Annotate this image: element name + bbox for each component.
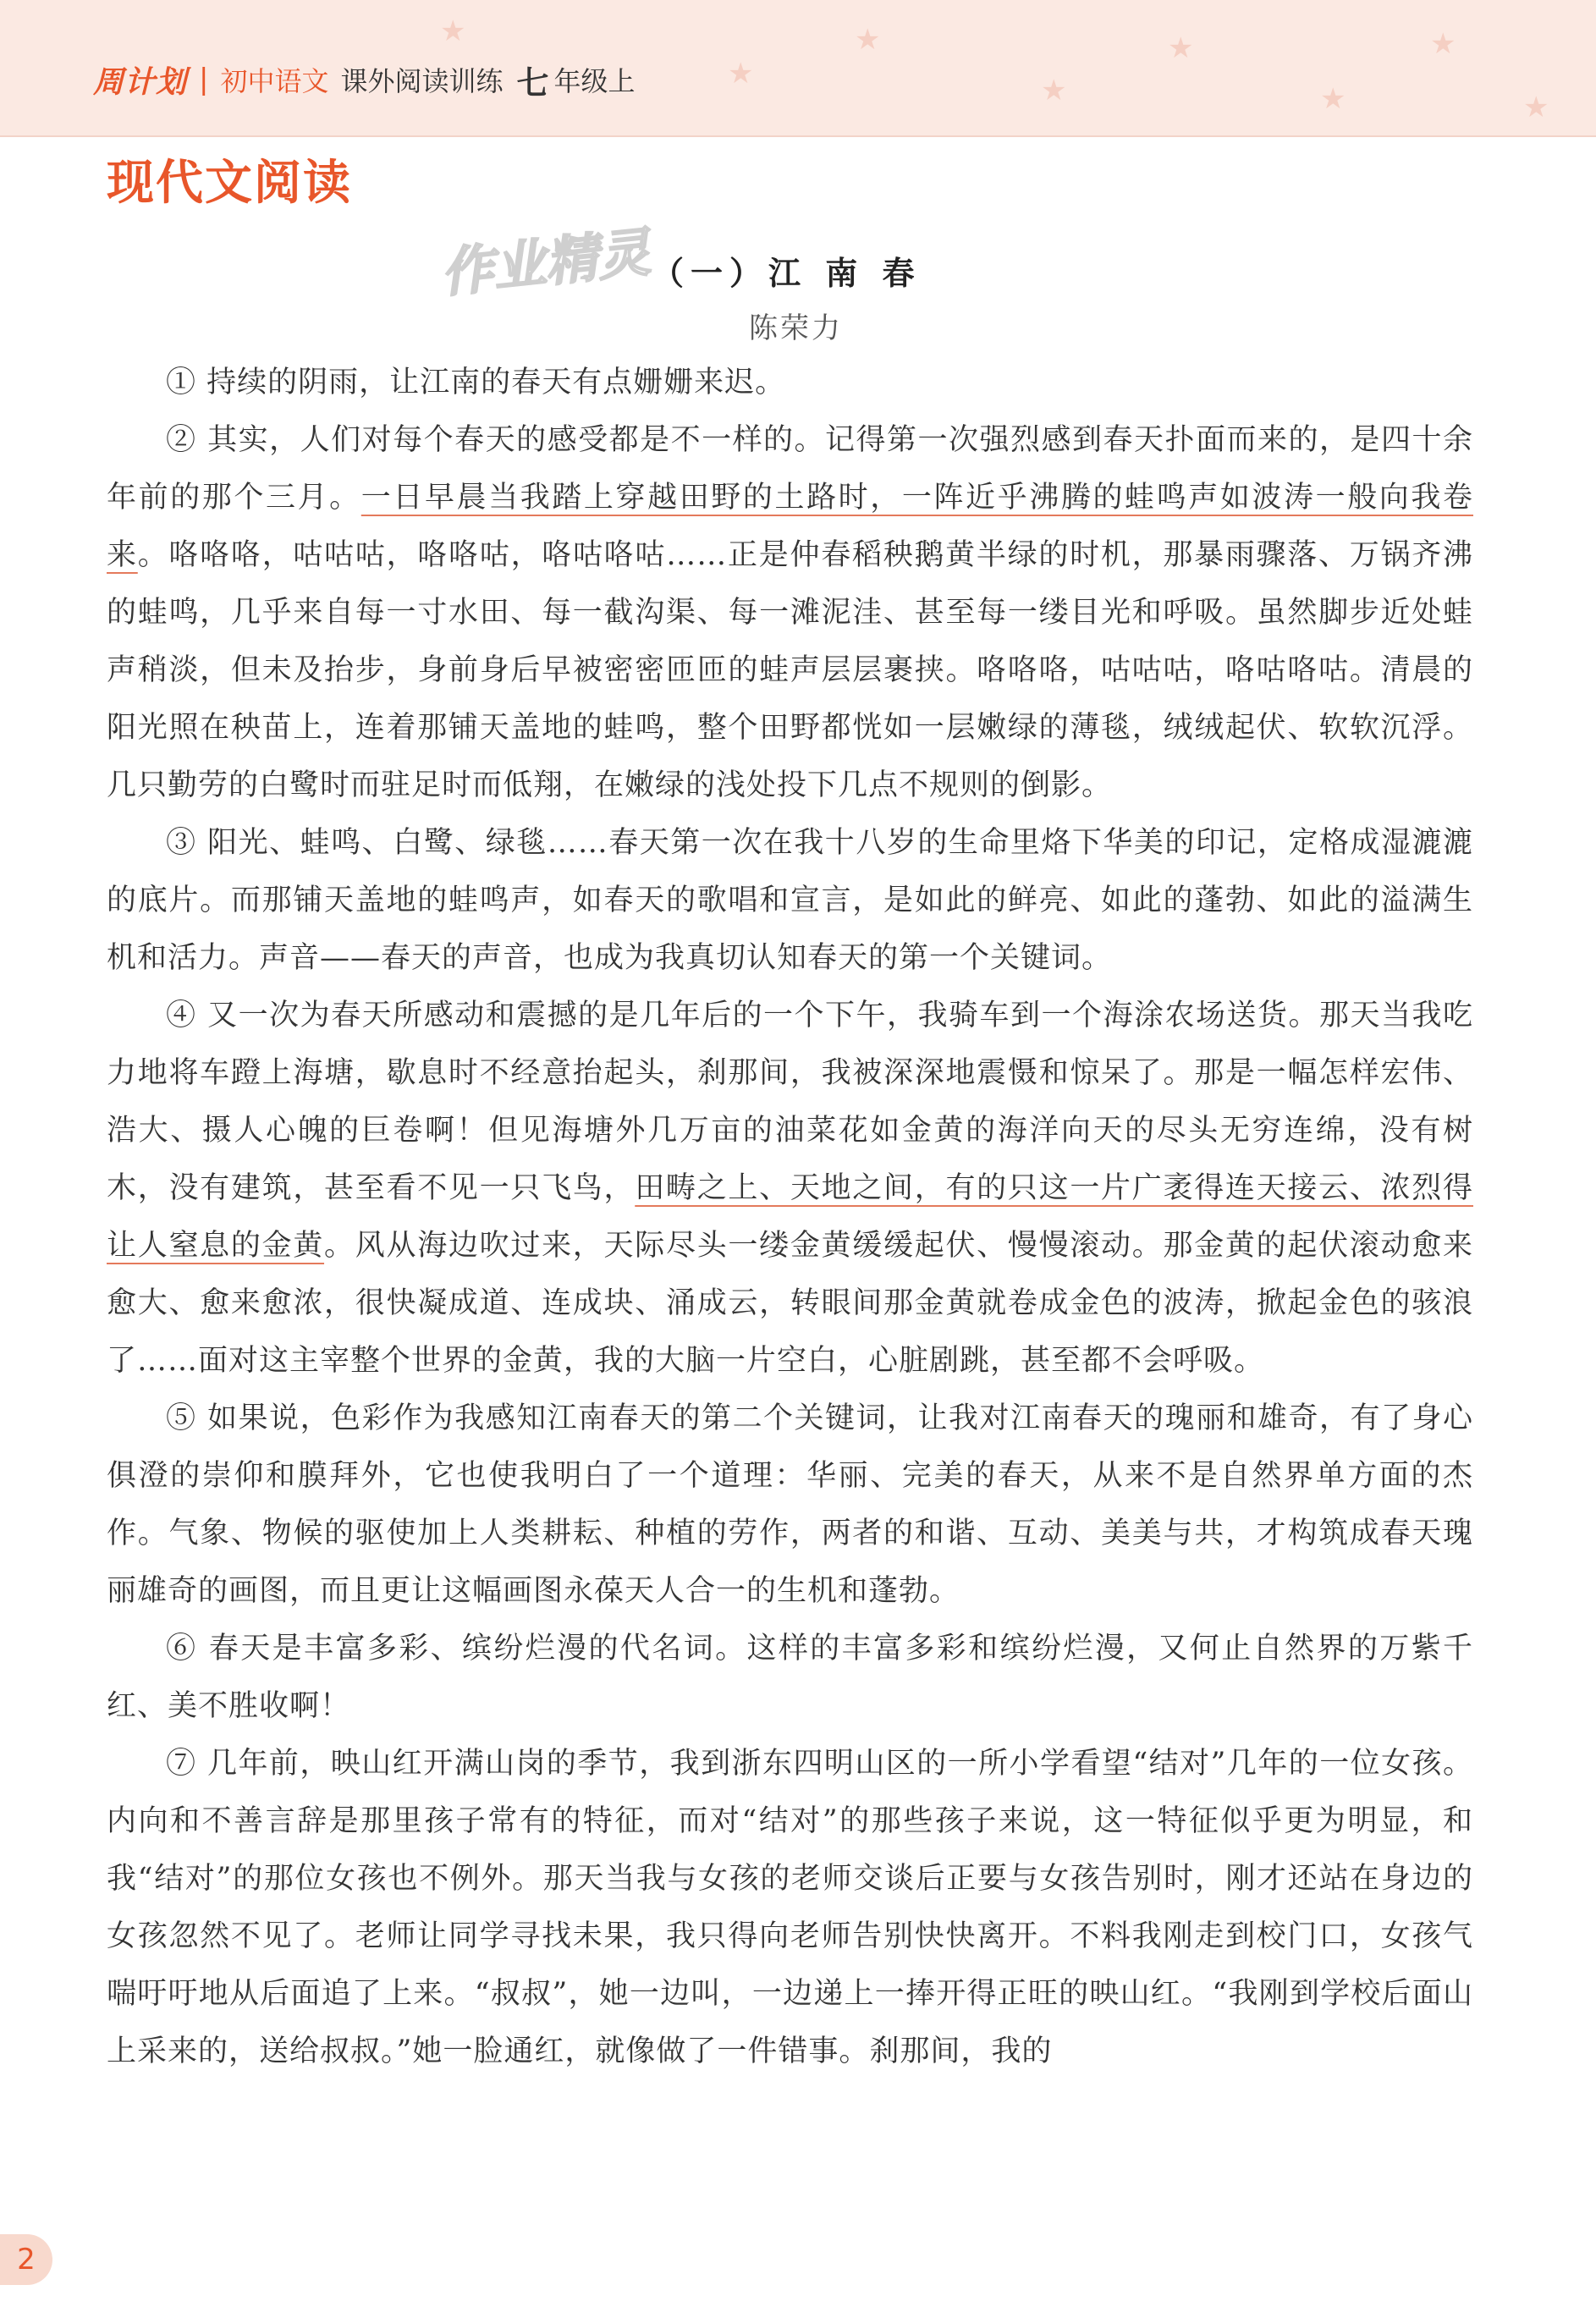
paragraph-text: 。风从海边吹过来，天际尽头一缕金黄缓缓起伏、慢慢滚动。那金黄的起伏滚动愈来愈大、愈来愈浓，很快凝成道、连成块、涌成云，转眼间那金黄就卷成金色的波涛，掀起金色的骇浪了……面对这主宰整个世界的金黄，我的大脑一片空白，心脏剧跳，甚至都不会呼吸。 [107, 1229, 1473, 1378]
star-decoration-icon: ★ [1041, 74, 1067, 107]
paragraph-text: 。咯咯咯，咕咕咕，咯咯咕，咯咕咯咕……正是仲春稻秧鹅黄半绿的时机，那暴雨骤落、万锅齐沸的蛙鸣，几乎来自每一寸水田、每一截沟渠、每一滩泥洼、甚至每一缕目光和呼吸。虽然脚步近处蛙声稍淡，但未及抬步，身前身后早被密密匝匝的蛙声层层裹挟。咯咯咯，咕咕咕，咯咕咯咕。清晨的阳光照在秧苗上，连着那铺天盖地的蛙鸣，整个田野都恍如一层嫩绿的薄毯，绒绒起伏、软软沉浮。几只勤劳的白鹭时而驻足时而低翔，在嫩绿的浅处投下几点不规则的倒影。 [107, 538, 1473, 802]
paragraph-text: ⑥ 春天是丰富多彩、缤纷烂漫的代名词。这样的丰富多彩和缤纷烂漫，又何止自然界的万紫千红、美不胜收啊！ [107, 1632, 1473, 1723]
article-paragraph [107, 354, 1473, 411]
paragraph-text: ⑤ 如果说，色彩作为我感知江南春天的第二个关键词，让我对江南春天的瑰丽和雄奇，有了身心俱澄的崇仰和膜拜外，它也使我明白了一个道理：华丽、完美的春天，从来不是自然界单方面的杰作。气象、物候的驱使加上人类耕耘、种植的劳作，两者的和谐、互动、美美与共，才构筑成春天瑰丽雄奇的画图，而且更让这幅画图永葆天人合一的生机和蓬勃。 [107, 1401, 1473, 1608]
article-paragraph [107, 1390, 1473, 1620]
article-paragraph [107, 1620, 1473, 1735]
star-decoration-icon: ★ [1168, 31, 1194, 65]
grade-number: 七 [516, 63, 549, 102]
header-title [93, 54, 636, 105]
article-paragraph [107, 814, 1473, 987]
series-label: 课外阅读训练 [340, 65, 504, 97]
paragraph-text: ⑦ 几年前，映山红开满山岗的季节，我到浙东四明山区的一所小学看望“结对”几年的一位女孩。内向和不善言辞是那里孩子常有的特征，而对“结对”的那些孩子来说，这一特征似乎更为明显，和我“结对”的那位女孩也不例外。那天当我与女孩的老师交谈后正要与女孩告别时，刚才还站在身边的女孩忽然不见了。老师让同学寻找未果，我只得向老师告别快快离开。不料我刚走到校门口，女孩气喘吁吁地从后面追了上来。“叔叔”，她一边叫，一边递上一捧开得正旺的映山红。“我刚到学校后面山上采来的，送给叔叔。”她一脸通红，就像做了一件错事。刹那间，我的 [107, 1747, 1473, 2068]
article-title: （一）江 南 春 [652, 255, 922, 292]
underlined-sentence: 田畴之上、天地之间，有的只这一片广袤得连天接云、浓烈得让人窒息的金黄 [107, 1171, 1473, 1263]
subject-label: 初中语文 [220, 65, 329, 97]
brand-logo: 周计划 [93, 64, 188, 100]
article-author: 陈荣力 [749, 311, 843, 345]
star-decoration-icon: ★ [1320, 82, 1346, 116]
star-decoration-icon: ★ [1523, 91, 1549, 124]
page-number: 2 [0, 2234, 52, 2285]
star-decoration-icon: ★ [728, 57, 754, 91]
article-paragraph [107, 411, 1473, 814]
article-body [107, 354, 1473, 2080]
article-paragraph [107, 987, 1473, 1390]
star-decoration-icon: ★ [440, 14, 466, 48]
paragraph-text: ① 持续的阴雨，让江南的春天有点姗姗来迟。 [166, 366, 786, 399]
header-separator: | [199, 63, 209, 96]
article-paragraph [107, 1735, 1473, 2080]
star-decoration-icon: ★ [855, 23, 881, 57]
paragraph-text: ③ 阳光、蛙鸣、白鹭、绿毯……春天第一次在我十八岁的生命里烙下华美的印记，定格成湿漉漉的底片。而那铺天盖地的蛙鸣声，如春天的歌唱和宣言，是如此的鲜亮、如此的蓬勃、如此的溢满生机和活力。声音——春天的声音，也成为我真切认知春天的第一个关键词。 [107, 826, 1473, 975]
underlined-sentence: 一日早晨当我踏上穿越田野的土路时，一阵近乎沸腾的蛙鸣声如波涛一般向我卷来 [107, 481, 1473, 572]
grade-label: 年级上 [553, 65, 636, 97]
paragraph-text: ④ 又一次为春天所感动和震撼的是几年后的一个下午，我骑车到一个海涂农场送货。那天当我吃力地将车蹬上海塘，歇息时不经意抬起头，刹那间，我被深深地震慑和惊呆了。那是一幅怎样宏伟、浩大、摄人心魄的巨卷啊！但见海塘外几万亩的油菜花如金黄的海洋向天的尽头无穷连绵，没有树木，没有建筑，甚至看不见一只飞鸟， [107, 999, 1473, 1205]
watermark: 作业精灵 [438, 220, 653, 305]
star-decoration-icon: ★ [1430, 27, 1456, 61]
page-header [0, 0, 1596, 137]
paragraph-text: ② 其实，人们对每个春天的感受都是不一样的。记得第一次强烈感到春天扑面而来的，是四十余年前的那个三月。 [107, 423, 1473, 515]
section-title: 现代文阅读 [107, 156, 352, 211]
